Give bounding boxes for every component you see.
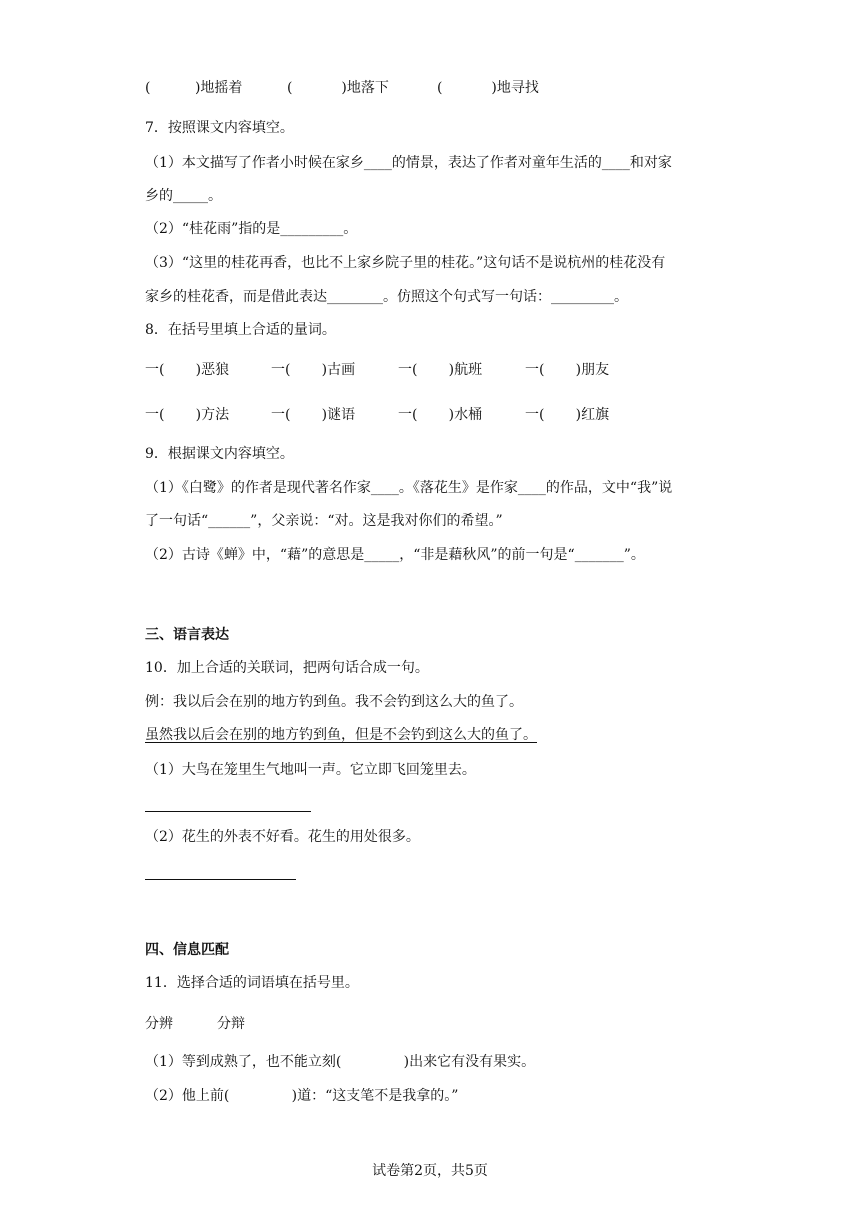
q9-p1-line2: 了一句话“______”，父亲说：“对。这是我对你们的希望。” bbox=[145, 513, 503, 529]
q8-item: 一( )恶狼 bbox=[145, 362, 230, 378]
q8-item: 一( )红旗 bbox=[525, 407, 610, 423]
q9-title: 9．根据课文内容填空。 bbox=[145, 446, 294, 462]
page-footer: 试卷第2页，共5页 bbox=[372, 1163, 488, 1179]
q7-p1-line2: 乡的_____。 bbox=[145, 188, 222, 204]
word-option: 分辨 bbox=[145, 1016, 173, 1032]
q7-p3-line1: （3）“这里的桂花再香，也比不上家乡院子里的桂花。”这句话不是说杭州的桂花没有 bbox=[145, 255, 666, 271]
q8-item: 一( )航班 bbox=[398, 362, 483, 378]
q8-row-1 bbox=[145, 360, 609, 380]
q9-p2: （2）古诗《蝉》中，“藉”的意思是_____，“非是藉秋风”的前一句是“_______”。 bbox=[145, 547, 645, 563]
q10-example: 例：我以后会在别的地方钓到鱼。我不会钓到这么大的鱼了。 bbox=[145, 694, 523, 710]
q7-p3-line2: 家乡的桂花香，而是借此表达________。仿照这个句式写一句话：_________。 bbox=[145, 289, 628, 305]
q10-answer-line-2[interactable] bbox=[145, 879, 296, 880]
q11-title: 11．选择合适的词语填在括号里。 bbox=[145, 975, 359, 991]
section-3-heading: 三、语言表达 bbox=[145, 627, 229, 643]
q10-p1: （1）大鸟在笼里生气地叫一声。它立即飞回笼里去。 bbox=[145, 762, 476, 778]
q8-item: 一( )朋友 bbox=[525, 362, 610, 378]
q9-p1-line1: （1）《白鹭》的作者是现代著名作家____。《落花生》是作家____的作品，文中“我”说 bbox=[145, 480, 673, 496]
q11-word-options bbox=[145, 1014, 245, 1034]
q10-example-answer: 虽然我以后会在别的地方钓到鱼，但是不会钓到这么大的鱼了。 bbox=[145, 727, 537, 743]
q8-title: 8．在括号里填上合适的量词。 bbox=[145, 322, 336, 338]
q6-item: ( )地寻找 bbox=[437, 80, 539, 96]
q7-p1-line1: （1）本文描写了作者小时候在家乡____的情景，表达了作者对童年生活的____和对家 bbox=[145, 155, 672, 171]
word-option: 分辩 bbox=[217, 1016, 245, 1032]
q6-item: ( )地摇着 bbox=[145, 80, 243, 96]
q10-answer-line-1[interactable] bbox=[145, 811, 311, 812]
q10-p2: （2）花生的外表不好看。花生的用处很多。 bbox=[145, 829, 420, 845]
q8-item: 一( )谜语 bbox=[271, 407, 356, 423]
q8-row-2 bbox=[145, 405, 609, 425]
q6-item: ( )地落下 bbox=[287, 80, 389, 96]
q8-item: 一( )水桶 bbox=[398, 407, 483, 423]
q7-p2: （2）“桂花雨”指的是_________。 bbox=[145, 221, 358, 237]
q6-blank-row bbox=[145, 78, 539, 98]
q10-title: 10．加上合适的关联词，把两句话合成一句。 bbox=[145, 660, 429, 676]
q11-p2: （2）他上前( )道：“这支笔不是我拿的。” bbox=[145, 1088, 459, 1104]
q11-p1: （1）等到成熟了，也不能立刻( )出来它有没有果实。 bbox=[145, 1054, 536, 1070]
section-4-heading: 四、信息匹配 bbox=[145, 942, 229, 958]
q8-item: 一( )方法 bbox=[145, 407, 230, 423]
q8-item: 一( )古画 bbox=[271, 362, 356, 378]
q7-title: 7．按照课文内容填空。 bbox=[145, 120, 294, 136]
